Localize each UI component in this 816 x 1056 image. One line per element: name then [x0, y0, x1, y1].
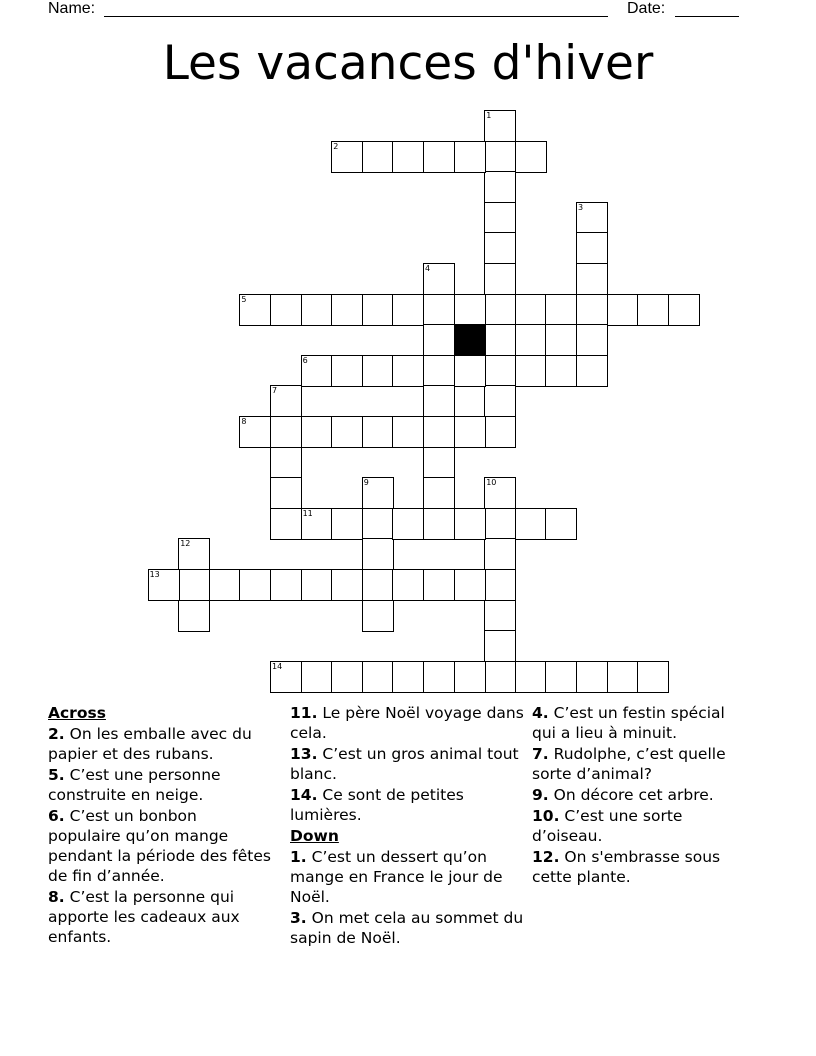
grid-cell[interactable] — [331, 569, 363, 601]
grid-cell[interactable] — [301, 355, 333, 387]
grid-cell[interactable] — [148, 569, 180, 601]
grid-cell[interactable] — [637, 661, 669, 693]
grid-cell[interactable] — [484, 600, 516, 632]
grid-cell[interactable] — [576, 263, 608, 295]
grid-cell[interactable] — [331, 416, 363, 448]
grid-cell[interactable] — [484, 202, 516, 234]
grid-cell[interactable] — [484, 508, 516, 540]
grid-cell[interactable] — [362, 477, 394, 509]
grid-cell[interactable] — [545, 355, 577, 387]
name-label: Name: — [48, 0, 96, 17]
grid-cell[interactable] — [392, 294, 424, 326]
clue-across-13: 13. C’est un gros animal tout blanc. — [290, 745, 519, 783]
grid-cell[interactable] — [270, 569, 302, 601]
grid-cell[interactable] — [392, 355, 424, 387]
grid-cell[interactable] — [423, 263, 455, 295]
clue-across-2: 2. On les emballe avec du papier et des rubans. — [48, 725, 252, 763]
clue-number: 11 — [302, 508, 313, 518]
grid-cell[interactable] — [515, 661, 547, 693]
clue-number: 8 — [241, 417, 247, 426]
grid-cell[interactable] — [301, 661, 333, 693]
clue-across-8: 8. C’est la personne qui apporte les cadeaux aux enfants. — [48, 888, 240, 946]
grid-cell[interactable] — [301, 294, 333, 326]
grid-cell[interactable] — [331, 294, 363, 326]
grid-cell[interactable] — [484, 294, 516, 326]
grid-cell[interactable] — [392, 141, 424, 173]
clue-number: 2 — [333, 141, 339, 151]
grid-cell[interactable] — [423, 355, 455, 387]
clue-column-1 — [48, 703, 273, 948]
grid-cell[interactable] — [270, 508, 302, 540]
grid-cell[interactable] — [270, 477, 302, 509]
grid-cell[interactable] — [423, 447, 455, 479]
grid-cell[interactable] — [515, 294, 547, 326]
clue-down-1: 1. C’est un dessert qu’on mange en France le jour de Noël. — [290, 848, 503, 906]
grid-cell[interactable] — [454, 508, 486, 540]
grid-cell[interactable] — [362, 661, 394, 693]
grid-cell[interactable] — [423, 661, 455, 693]
clue-down-4: 4. C’est un festin spécial qui a lieu à minuit. — [532, 704, 725, 742]
grid-cell[interactable] — [484, 477, 516, 509]
grid-cell[interactable] — [576, 661, 608, 693]
grid-cell[interactable] — [331, 508, 363, 540]
grid-cell[interactable] — [270, 416, 302, 448]
grid-cell[interactable] — [454, 141, 486, 173]
grid-cell[interactable] — [270, 294, 302, 326]
grid-cell[interactable] — [423, 477, 455, 509]
grid-cell[interactable] — [423, 141, 455, 173]
grid-cell[interactable] — [484, 569, 516, 601]
grid-cell[interactable] — [454, 355, 486, 387]
grid-cell[interactable] — [484, 355, 516, 387]
grid-cell[interactable] — [545, 661, 577, 693]
grid-cell[interactable] — [239, 294, 271, 326]
grid-cell[interactable] — [362, 569, 394, 601]
clue-number: 12 — [180, 539, 191, 549]
grid-cell[interactable] — [239, 416, 271, 448]
grid-cell[interactable] — [515, 324, 547, 356]
clue-down-3: 3. On met cela au sommet du sapin de Noël. — [290, 909, 524, 947]
grid-cell[interactable] — [423, 324, 455, 356]
grid-cell[interactable] — [484, 141, 516, 173]
grid-cell[interactable] — [301, 508, 333, 540]
grid-cell[interactable] — [484, 538, 516, 570]
grid-cell[interactable] — [607, 661, 639, 693]
grid-cell[interactable] — [484, 232, 516, 264]
grid-cell[interactable] — [454, 661, 486, 693]
grid-cell[interactable] — [515, 508, 547, 540]
grid-cell[interactable] — [209, 569, 241, 601]
grid-cell[interactable] — [484, 661, 516, 693]
grid-cell[interactable] — [637, 294, 669, 326]
grid-cell[interactable] — [484, 110, 516, 142]
grid-cell[interactable] — [301, 416, 333, 448]
grid-cell[interactable] — [454, 569, 486, 601]
grid-cell[interactable] — [270, 385, 302, 417]
grid-cell[interactable] — [392, 508, 424, 540]
clue-number: 4 — [425, 264, 431, 273]
clue-column-2 — [290, 703, 526, 949]
grid-cell[interactable] — [331, 661, 363, 693]
clue-down-7: 7. Rudolphe, c’est quelle sorte d’animal? — [532, 745, 726, 783]
grid-cell[interactable] — [362, 508, 394, 540]
grid-cell[interactable] — [484, 171, 516, 203]
grid-cell[interactable] — [576, 355, 608, 387]
page-title: Les vacances d'hiver — [162, 36, 654, 91]
clue-number: 5 — [241, 294, 247, 304]
grid-cell[interactable] — [484, 385, 516, 417]
grid-cell[interactable] — [392, 569, 424, 601]
date-label: Date: — [627, 0, 666, 17]
grid-cell[interactable] — [362, 538, 394, 570]
grid-cell[interactable] — [362, 355, 394, 387]
grid-cell[interactable] — [484, 630, 516, 662]
grid-cell[interactable] — [454, 294, 486, 326]
grid-cell[interactable] — [178, 538, 210, 570]
grid-cell[interactable] — [454, 416, 486, 448]
clue-number: 10 — [486, 478, 497, 488]
grid-cell[interactable] — [392, 661, 424, 693]
clue-across-11: 11. Le père Noël voyage dans cela. — [290, 704, 524, 742]
grid-cell[interactable] — [423, 385, 455, 417]
grid-cell[interactable] — [239, 569, 271, 601]
clue-number: 13 — [149, 570, 160, 579]
grid-cell[interactable] — [668, 294, 700, 326]
clue-number: 1 — [486, 111, 492, 120]
grid-cell[interactable] — [423, 416, 455, 448]
clue-number: 14 — [272, 661, 283, 671]
grid-cell[interactable] — [331, 141, 363, 173]
grid-cell[interactable] — [423, 508, 455, 540]
clue-across-14: 14. Ce sont de petites lumières. — [290, 786, 464, 824]
clue-across-5: 5. C’est une personne construite en neige. — [48, 766, 221, 804]
grid-cell[interactable] — [270, 661, 302, 693]
grid-cell[interactable] — [362, 416, 394, 448]
clue-down-12: 12. On s'embrasse sous cette plante. — [532, 848, 721, 886]
grid-cell[interactable] — [515, 141, 547, 173]
grid-cell[interactable] — [270, 447, 302, 479]
grid-cell[interactable] — [545, 508, 577, 540]
clue-number: 3 — [578, 202, 584, 212]
grid-cell[interactable] — [484, 263, 516, 295]
grid-cell[interactable] — [423, 294, 455, 326]
clue-down-9: 9. On décore cet arbre. — [532, 786, 714, 804]
grid-cell[interactable] — [576, 232, 608, 264]
grid-cell[interactable] — [423, 569, 455, 601]
grid-cell[interactable] — [545, 324, 577, 356]
clue-number: 9 — [363, 478, 369, 488]
grid-cell[interactable] — [576, 202, 608, 234]
grid-cell[interactable] — [178, 600, 210, 632]
down-heading: Down — [290, 827, 339, 845]
grid-cell[interactable] — [331, 355, 363, 387]
clue-number: 7 — [272, 386, 278, 396]
grid-cell[interactable] — [362, 294, 394, 326]
across-heading: Across — [48, 704, 106, 722]
grid-cell[interactable] — [392, 416, 424, 448]
clue-down-10: 10. C’est une sorte d’oiseau. — [532, 807, 683, 845]
grid-cell[interactable] — [576, 324, 608, 356]
grid-cell[interactable] — [576, 294, 608, 326]
black-cell — [454, 324, 486, 356]
clue-across-6: 6. C’est un bonbon populaire qu’on mange pendant la période des fêtes de fin d’année. — [48, 807, 271, 885]
clue-number: 6 — [302, 355, 308, 365]
grid-cell[interactable] — [607, 294, 639, 326]
grid-cell[interactable] — [484, 324, 516, 356]
grid-cell[interactable] — [545, 294, 577, 326]
clue-column-3 — [532, 703, 750, 888]
grid-cell[interactable] — [178, 569, 210, 601]
grid-cell[interactable] — [515, 355, 547, 387]
grid-cell[interactable] — [301, 569, 333, 601]
grid-cell[interactable] — [362, 600, 394, 632]
grid-cell[interactable] — [362, 141, 394, 173]
grid-cell[interactable] — [484, 416, 516, 448]
